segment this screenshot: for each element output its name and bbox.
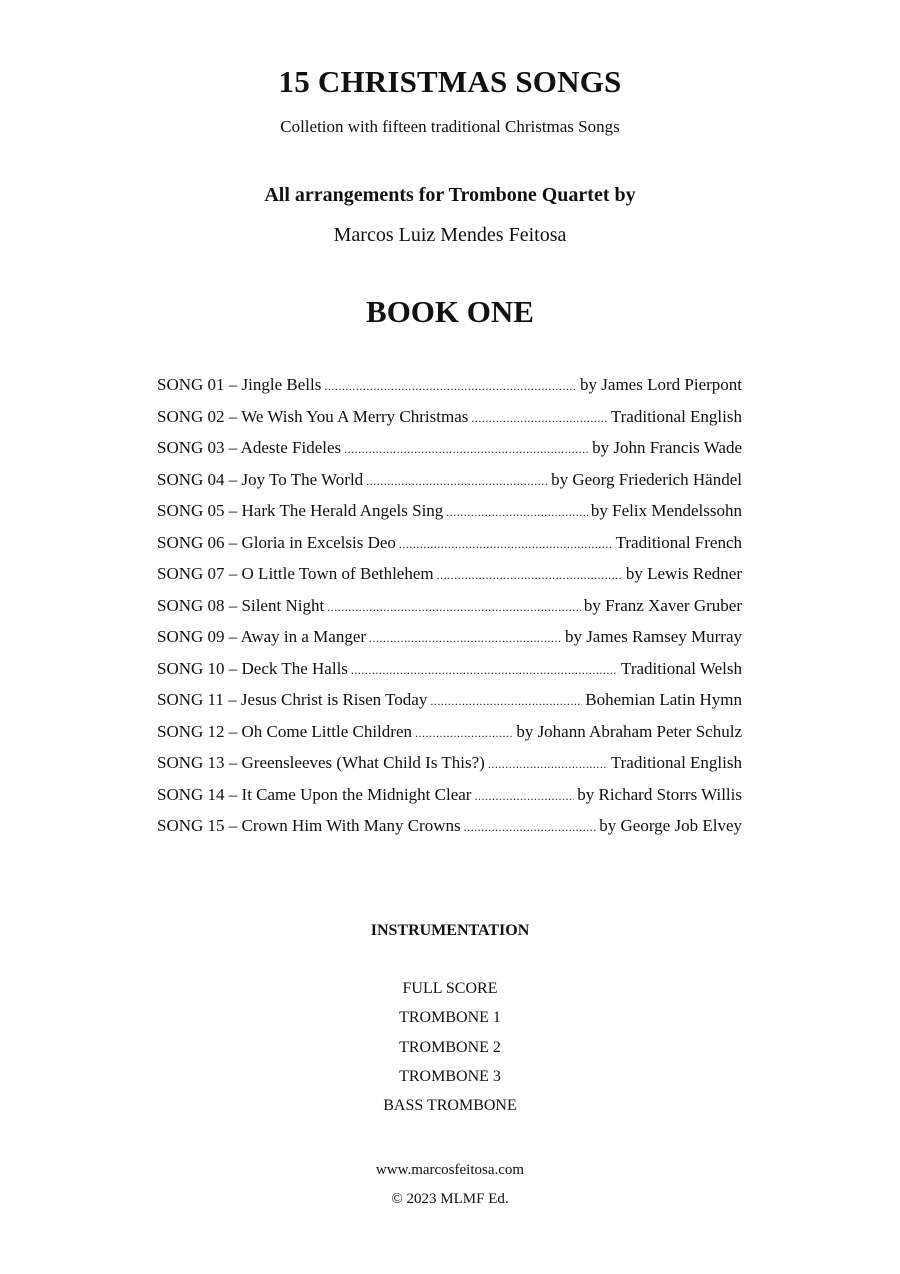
song-title: SONG 01 – Jingle Bells: [157, 375, 322, 394]
song-author: Traditional French: [615, 532, 742, 552]
dot-leader: [324, 379, 577, 394]
song-author: by James Lord Pierpont: [580, 375, 742, 394]
song-row: [157, 690, 742, 722]
copyright-notice: © 2023 MLMF Ed.: [391, 1191, 509, 1207]
song-title: SONG 07 – O Little Town of Bethlehem: [157, 564, 434, 583]
instrument-item: TROMBONE 2: [399, 1038, 501, 1056]
instrument-item: TROMBONE 3: [399, 1067, 501, 1085]
dot-leader: [415, 726, 513, 741]
song-title: SONG 03 – Adeste Fideles: [157, 438, 342, 457]
dot-leader: [446, 505, 588, 520]
song-author: Traditional Welsh: [621, 658, 742, 678]
website-url: www.marcosfeitosa.com: [375, 1162, 525, 1178]
song-author: by Franz Xaver Gruber: [583, 595, 742, 615]
song-author: by Lewis Redner: [625, 564, 742, 583]
arrangement-heading: All arrangements for Trombone Quartet by: [264, 184, 636, 206]
song-row: [157, 533, 742, 565]
song-author: by Georg Friederich Händel: [551, 469, 742, 489]
dot-leader: [471, 411, 607, 426]
dot-leader: [327, 600, 581, 615]
document-title: 15 CHRISTMAS SONGS: [278, 64, 622, 99]
song-title: SONG 13 – Greensleeves (What Child Is This?): [157, 753, 485, 772]
instrumentation-list: [0, 980, 900, 1126]
dot-leader: [369, 631, 562, 646]
song-title: SONG 02 – We Wish You A Merry Christmas: [157, 406, 469, 426]
book-title: BOOK ONE: [366, 294, 534, 329]
instrument-item: BASS TROMBONE: [383, 1097, 517, 1115]
song-author: by Felix Mendelssohn: [590, 501, 742, 520]
dot-leader: [366, 474, 548, 489]
song-title: SONG 14 – It Came Upon the Midnight Clear: [157, 784, 472, 804]
song-title: SONG 11 – Jesus Christ is Risen Today: [157, 690, 428, 709]
song-row: [157, 407, 742, 439]
dot-leader: [344, 442, 589, 457]
song-list: [157, 375, 742, 848]
document-subtitle: Colletion with fifteen traditional Christmas Songs: [280, 117, 620, 136]
dot-leader: [464, 820, 597, 835]
song-author: by Richard Storrs Willis: [577, 784, 742, 804]
song-title: SONG 12 – Oh Come Little Children: [157, 721, 412, 741]
song-row: [157, 816, 742, 848]
song-author: Bohemian Latin Hymn: [585, 690, 742, 709]
song-row: [157, 438, 742, 470]
instrument-item: FULL SCORE: [402, 980, 498, 997]
dot-leader: [474, 789, 574, 804]
dot-leader: [437, 568, 623, 583]
song-row: [157, 470, 742, 502]
song-row: [157, 375, 742, 407]
song-row: [157, 501, 742, 533]
song-row: [157, 627, 742, 659]
song-title: SONG 08 – Silent Night: [157, 595, 325, 615]
song-title: SONG 15 – Crown Him With Many Crowns: [157, 816, 461, 835]
song-author: by George Job Elvey: [599, 816, 742, 835]
song-author: by James Ramsey Murray: [564, 627, 742, 646]
song-row: [157, 564, 742, 596]
arranger-name: Marcos Luiz Mendes Feitosa: [333, 224, 567, 246]
song-title: SONG 06 – Gloria in Excelsis Deo: [157, 532, 396, 552]
dot-leader: [430, 694, 582, 709]
song-row: [157, 785, 742, 817]
song-title: SONG 04 – Joy To The World: [157, 469, 364, 489]
song-title: SONG 10 – Deck The Halls: [157, 658, 348, 678]
song-title: SONG 05 – Hark The Herald Angels Sing: [157, 501, 444, 520]
dot-leader: [351, 663, 618, 678]
dot-leader: [488, 757, 608, 772]
song-author: Traditional English: [610, 406, 742, 426]
song-row: [157, 722, 742, 754]
song-row: [157, 753, 742, 785]
song-row: [157, 659, 742, 691]
instrumentation-heading: INSTRUMENTATION: [370, 922, 530, 939]
song-row: [157, 596, 742, 628]
song-author: by John Francis Wade: [592, 438, 742, 457]
song-author: Traditional English: [610, 753, 742, 772]
song-author: by Johann Abraham Peter Schulz: [516, 721, 742, 741]
dot-leader: [399, 537, 613, 552]
song-title: SONG 09 – Away in a Manger: [157, 627, 367, 646]
instrument-item: TROMBONE 1: [399, 1009, 501, 1027]
